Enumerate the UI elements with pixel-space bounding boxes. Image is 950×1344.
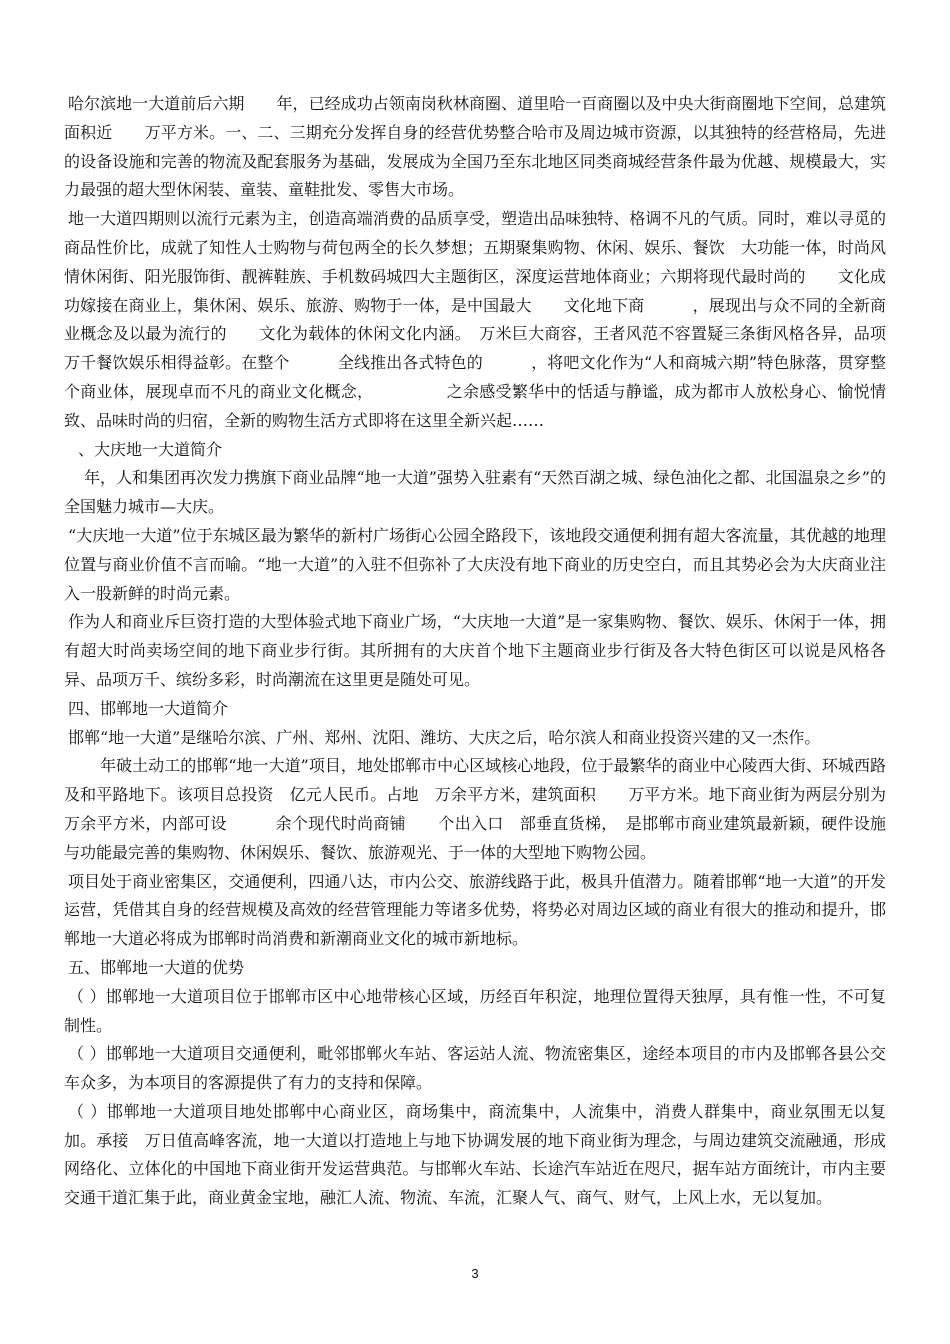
page-number: 3 bbox=[471, 1266, 479, 1281]
paragraph-handan-project: 年破土动工的邯郸“地一大道”项目，地处邯郸市中心区域核心地段，位于最繁华的商业中心陵西大街、环城西路及和平路地下。该项目总投资 亿元人民币。占地 万余平方米，建筑面积 万平方米。地下商业街为两层分别为 万余平方米，内部可设 余个现代时尚商铺 个出入口 部垂直货梯， 是邯郸市商业建筑最新颖，硬件设施与功能最完善的集购物、休闲娱乐、餐饮、旅游观光、于一体的大型地下购物公园。 bbox=[64, 756, 903, 862]
paragraph-handan-location: 项目处于商业密集区，交通便利，四通八达，市内公交、旅游线路于此，极具升值潜力。随着邯郸“地一大道”的开发运营，凭借其自身的经营规模及高效的经营管理能力等诸多优势，将势必对周边区域的商业有很大的推动和提升，邯郸地一大道必将成为邯郸时尚消费和新潮商业文化的城市新地标。 bbox=[64, 871, 886, 949]
advantage-item-3: （ ）邯郸地一大道项目地处邯郸中心商业区，商场集中，商流集中，人流集中，消费人群集中，商业氛围无以复加。承接 万日值高峰客流，地一大道以打造地上与地下协调发展的地下商业街为理念，与周边建筑交流融通，形成网络化、立体化的中国地下商业街开发运营典范。与邯郸火车站、长途汽车站近在咫尺，据车站方面统计，市内主要交通干道汇集于此，商业黄金宝地，融汇人流、物流、车流，汇聚人气、商气、财气，上风上水，无以复加。 bbox=[64, 1101, 886, 1208]
advantage-item-2: （ ）邯郸地一大道项目交通便利，毗邻邯郸火车站、客运站人流、物流密集区，途经本项目的市内及邯郸各县公交车众多，为本项目的客源提供了有力的支持和保障。 bbox=[64, 1044, 886, 1093]
document-body bbox=[64, 90, 903, 1213]
paragraph-harbin-overview: 哈尔滨地一大道前后六期 年，已经成功占领南岗秋林商圈、道里哈一百商圈以及中央大街商圈地下空间，总建筑面积近 万平方米。一、二、三期充分发挥自身的经营优势整合哈市及周边城市资源，以其独特的经营格局，先进的设备设施和完善的物流及配套服务为基础，发展成为全国乃至东北地区同类商城经营条件最为优越、规模最大，实力最强的超大型休闲装、童装、童鞋批发、零售大市场。 bbox=[64, 94, 886, 200]
paragraph-phases-four-to-six: 地一大道四期则以流行元素为主，创造高端消费的品质享受，塑造出品味独特、格调不凡的气质。同时，难以寻觅的商品性价比，成就了知性人士购物与荷包两全的长久梦想；五期聚集购物、休闲、娱乐、餐饮 大功能一体，时尚风情休闲街、阳光服饰街、靓裤鞋族、手机数码城四大主题街区，深度运营地体商业；六期将现代最时尚的 文化成功嫁接在商业上，集休闲、娱乐、旅游、购物于一体，是中国最大 文化地下商 ，展现出与众不同的全新商业概念及以最为流行的 文化为载体的休闲文化内涵。 万米巨大商容，王者风范不容置疑三条街风格各异，品项万千餐饮娱乐相得益彰。在整个 全线推出各式特色的 ，将吧文化作为“人和商城六期”特色脉落，贯穿整个商业体，展现卓而不凡的商业文化概念， 之余感受繁华中的恬适与静谧，成为都市人放松身心、愉悦情致、品味时尚的归宿，全新的购物生活方式即将在这里全新兴起…… bbox=[64, 209, 886, 430]
paragraph-daqing-entry: 年，人和集团再次发力携旗下商业品牌“地一大道”强势入驻素有“天然百湖之城、绿色油化之都、北国温泉之乡”的全国魅力城市—大庆。 bbox=[64, 468, 886, 517]
paragraph-handan-intro: 邯郸“地一大道”是继哈尔滨、广州、郑州、沈阳、潍坊、大庆之后，哈尔滨人和商业投资兴建的又一杰作。 bbox=[68, 727, 821, 747]
advantage-item-1: （ ）邯郸地一大道项目位于邯郸市区中心地带核心区域，历经百年积淀，地理位置得天独厚，具有惟一性，不可复制性。 bbox=[64, 986, 886, 1035]
section-heading-handan-advantages: 五、邯郸地一大道的优势 bbox=[68, 957, 245, 977]
section-heading-daqing: 、大庆地一大道简介 bbox=[78, 439, 223, 459]
section-heading-handan-intro: 四、邯郸地一大道简介 bbox=[68, 698, 229, 718]
paragraph-daqing-location: “大庆地一大道”位于东城区最为繁华的新村广场街心公园全路段下，该地段交通便利拥有超大客流量，其优越的地理位置与商业价值不言而喻。“地一大道”的入驻不但弥补了大庆没有地下商业的历史空白，而且其势必会为大庆商业注入一股新鲜的时尚元素。 bbox=[64, 525, 886, 603]
paragraph-daqing-features: 作为人和商业斥巨资打造的大型体验式地下商业广场，“大庆地一大道”是一家集购物、餐饮、娱乐、休闲于一体，拥有超大时尚卖场空间的地下商业步行街。其所拥有的大庆首个地下主题商业步行街及各大特色街区可以说是风格各异、品项万千、缤纷多彩，时尚潮流在这里更是随处可见。 bbox=[64, 612, 886, 689]
